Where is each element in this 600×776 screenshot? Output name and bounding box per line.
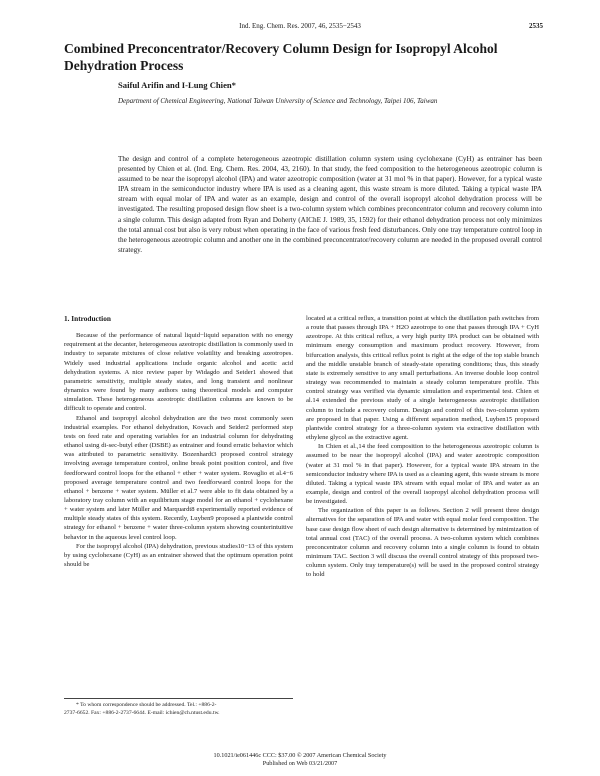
right-column (306, 314, 539, 580)
affiliation: Department of Chemical Engineering, National Taiwan University of Science and Technology, Taipei 106, Taiwan (118, 97, 438, 105)
footnote-line: * To whom correspondence should be addressed. Tel.: +886-2- (76, 702, 217, 708)
publication-date: Published on Web 03/21/2007 (262, 759, 338, 767)
body-paragraph: located at a critical reflux, a transition point at which the distillation path switches from a route that passes through IPA + H2O azeotrope to one that passes through IPA + CyH azeotrope. At this critical reflux, a very high purity IPA product can be obtained with minimum energy consumption and maximum product recovery. However, from bifurcation analysis, this critical reflux point is right at the edge of the top stable branch and the middle unstable branch of steady-state operating conditions; thus, this steady state is extremely sensitive to any small perturbations. An inverse double loop control strategy was recommended to maintain a steady column temperature profile. This control strategy was verified via dynamic simulation and experimental test. Chien et al.14 extended the previous study of a single heterogeneous azeotropic distillation column to include a recovery column. Design and control of this two-column system are proposed in that paper. Using a different separation method, Luyben15 proposed plantwide control strategy for a three-column system via extractive distillation with ethylene glycol as the extractive agent. (306, 315, 539, 442)
journal-citation: Ind. Eng. Chem. Res. 2007, 46, 2535−2543 (239, 22, 361, 30)
body-paragraph: In Chien et al.,14 the feed composition to the heterogeneous azeotropic column is assumed to be near the isopropyl alcohol (IPA) and water azeotropic composition (water at 31 mol % in that paper). However, for a typical waste IPA stream in the semiconductor industry where IPA is used as a cleaning agent, this waste stream is more diluted. Taking a typical waste IPA stream with equal molar of IPA and water as an example, design and control of the overall isopropyl alcohol dehydration process will be investigated. (306, 443, 539, 506)
section-heading-introduction: 1. Introduction (64, 314, 111, 323)
author-list: Saiful Arifin and I-Lung Chien* (118, 80, 236, 90)
abstract: The design and control of a complete heterogeneous azeotropic distillation column system using cyclohexane (CyH) as entrainer has been presented by Chien et al. (Ind. Eng. Chem. Res. 2004, 43, 2160). In that study, the feed composition to the heterogeneous azeotropic column is assumed to be near the isopropyl alcohol (IPA) and water azeotropic composition (water at 31 mol % in that paper). However, for a typical waste IPA stream in the semiconductor industry where IPA is used as a cleaning agent, this waste stream is more diluted. Taking a typical waste IPA stream with equal molar of IPA and water as an example, design and control of the overall isopropyl alcohol dehydration process will be investigated. The resulting proposed design flow sheet is a two-column system which combines preconcentrator column and recovery column into a single column. This design adapted from Ryan and Doherty (AIChE J. 1989, 35, 1592) for their ethanol dehydration process not only minimizes the total annual cost but also is very robust when operating in the face of various fresh feed disturbances. Only one tray temperature control loop in the heterogeneous azeotropic column and another one in the combined preconcentrator/recovery column are needed in the proposed overall control strategy. (118, 155, 542, 254)
body-paragraph: The organization of this paper is as follows. Section 2 will present three design alternatives for the separation of IPA and water with equal molar feed composition. The base case design flow sheet of each design alternative is determined by minimization of total annual cost (TAC) of the overall process. A two-column system which combines preconcentrator column and recovery column into a single column is found to obtain minimum TAC. Section 3 will discuss the overall control strategy of this proposed two-column system. Only tray temperature(s) will be used in the proposed control strategy to hold (306, 507, 539, 579)
left-column (64, 314, 293, 569)
page-footer (0, 752, 600, 767)
body-paragraph: For the isopropyl alcohol (IPA) dehydration, previous studies10−13 of this system by using cyclohexane (CyH) as an entrainer showed that the optimum operation point should be (64, 542, 293, 569)
body-paragraph: Ethanol and isopropyl alcohol dehydration are the two most commonly seen industrial examples. For ethanol dehydration, Kovach and Seider2 performed step tests on feed rate and operating variables for an industrial column for dehydrating ethanol using di-sec-butyl ether (DSBE) as entrainer and found erratic behavior which was attributed to parametric sensitivity. Bozenhardt3 proposed control strategy involving average temperature control, online break point position control, and five feedforward control loops for the ethanol + ether + water system. Rovaglio et al.4−6 proposed average temperature control and two feedforward control loops for the ethanol + benzene + water system. Müller et al.7 were able to fit data obtained by a laboratory tray column with an equilibrium stage model for an ethanol + cyclohexane + water system and later Müller and Marquardt8 experimentally reported evidence of multiple steady states of this system. Recently, Luyben9 proposed a plantwide control strategy for ethanol + benzene + water three-column system showing counterintuitive behavior in the aqueous level control loop. (64, 414, 293, 541)
paper-title: Combined Preconcentrator/Recovery Column Design for Isopropyl Alcohol Dehydration Process (64, 41, 498, 73)
footnote-line: 2737-6652. Fax: +886-2-2737-6644. E-mail: ichien@ch.ntust.edu.tw. (64, 710, 220, 716)
page-number: 2535 (529, 22, 543, 30)
correspondence-footnote (64, 698, 293, 717)
doi-line: 10.1021/ie061446c CCC: $37.00 © 2007 American Chemical Society (213, 752, 387, 759)
body-paragraph: Because of the performance of natural liquid−liquid separation with no energy requirement at the decanter, heterogeneous azeotropic distillation is commonly used in industry to separate mixtures of close relative volatility and breaking azeotropes. Widely used industrial applications include organic alcohol and acetic acid dehydration systems. A nice review paper by Widagdo and Seider1 showed that parametric sensitivity, multiple steady states, and long transient and nonlinear dynamics were found by many authors using theoretical models and computer simulation. These heterogeneous azeotropic distillation columns are known to be difficult to operate and control. (64, 332, 293, 413)
